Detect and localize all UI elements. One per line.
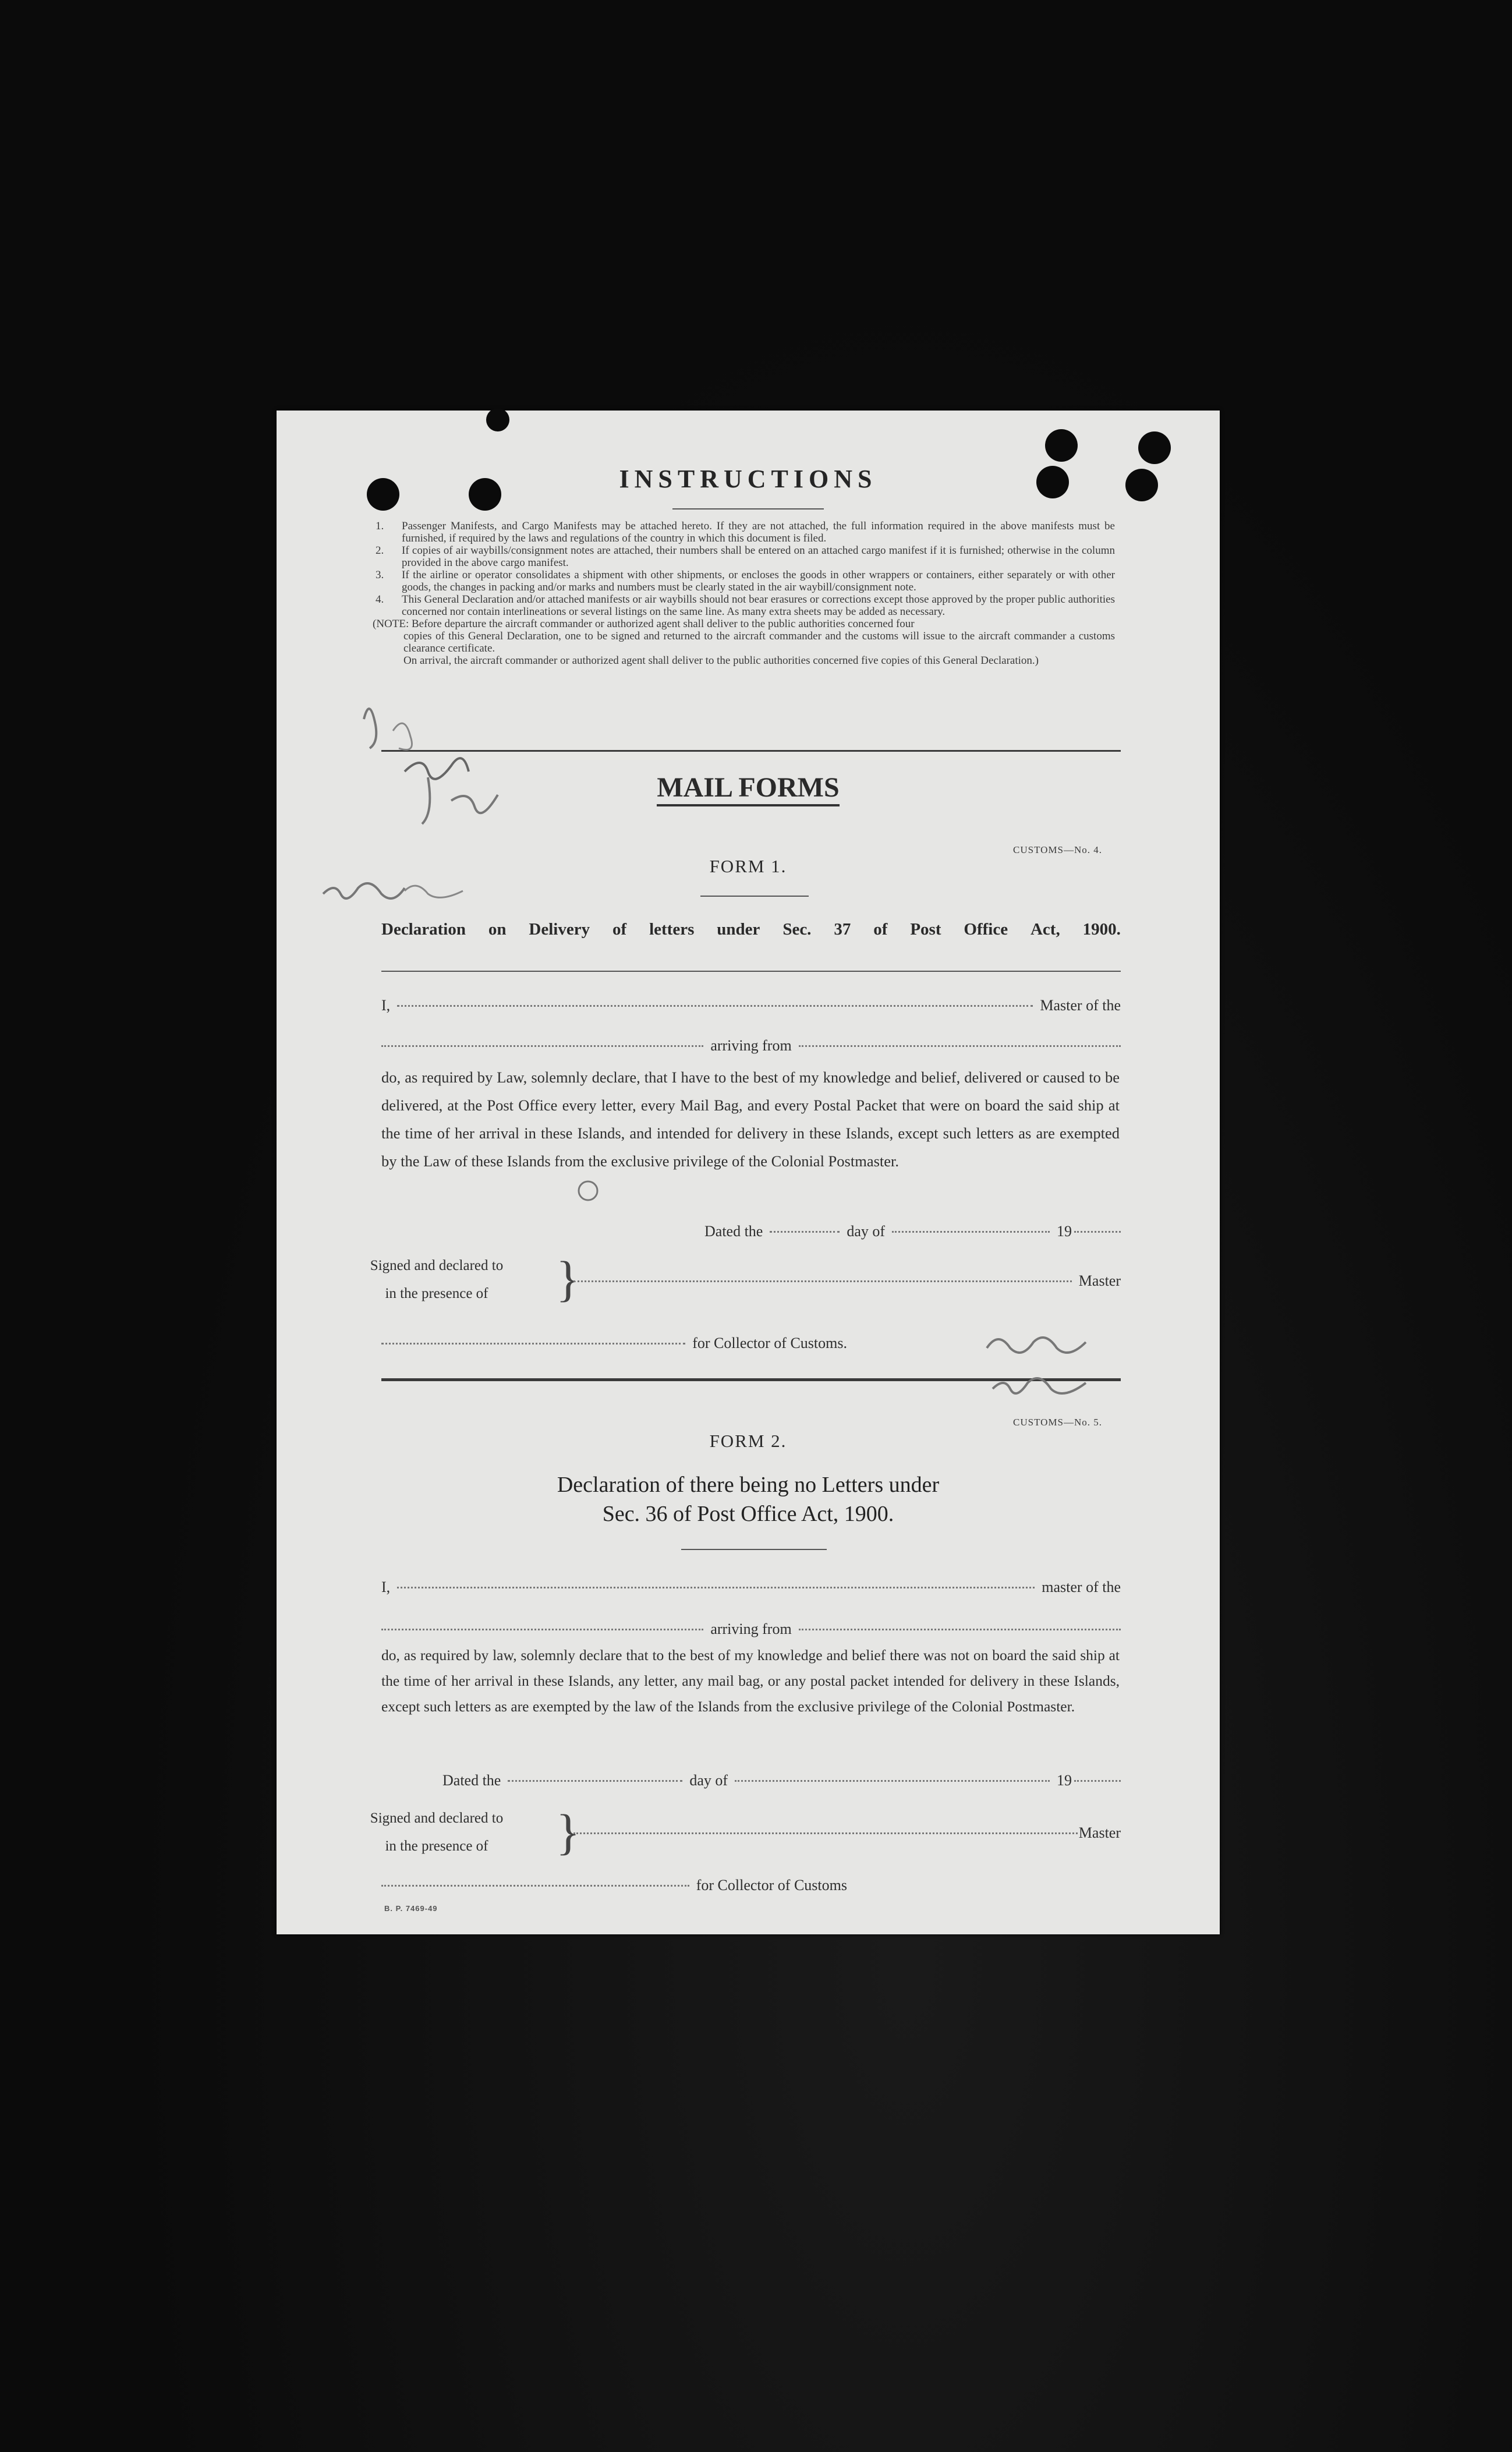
form1-customs-number: CUSTOMS—No. 4. (1013, 844, 1103, 855)
form2-master-line (381, 1579, 1121, 1596)
instruction-item (376, 569, 1115, 593)
form2-collector-field[interactable] (381, 1884, 689, 1887)
form2-date-line (442, 1772, 1121, 1789)
form2-arriving-from-label: arriving from (710, 1620, 792, 1637)
form1-collector-label: for Collector of Customs. (692, 1335, 847, 1351)
form2-month-field[interactable] (735, 1779, 1050, 1782)
brace-icon: } (556, 1804, 580, 1860)
title-word: Post (910, 920, 941, 939)
form2-arriving-line (381, 1620, 1121, 1638)
instructions-list (373, 520, 1115, 667)
form2-master-signature-line (573, 1824, 1121, 1842)
print-code: B. P. 7469-49 (384, 1904, 438, 1913)
title-word: Act, (1030, 920, 1060, 939)
form2-master-of-label: master of the (1042, 1579, 1121, 1595)
document-page (277, 411, 1220, 1934)
instruction-note-arrival: On arrival, the aircraft commander or authorized agent shall deliver to the public authorities concerned five copies of this General Declaration.) (403, 654, 1039, 667)
title-word: of (873, 920, 888, 939)
form1-signed-label (370, 1252, 504, 1308)
title-word: Sec. (782, 920, 812, 939)
title-word: 37 (834, 920, 851, 939)
form2-signed-line2: in the presence of (385, 1838, 488, 1854)
form1-arriving-from-label: arriving from (710, 1037, 792, 1054)
punch-hole (486, 408, 509, 431)
form1-day-of-label: day of (847, 1223, 886, 1240)
instruction-text: If copies of air waybills/consignment notes are attached, their numbers shall be entered on an attached cargo manifest if it is furnished; otherwise in the column provided in the above cargo manifest. (402, 544, 1115, 569)
title-word: under (717, 920, 760, 939)
form1-dated-label: Dated the (704, 1223, 763, 1240)
divider (700, 896, 809, 897)
instruction-number: 4. (376, 593, 384, 606)
form2-ship-field[interactable] (381, 1628, 703, 1630)
title-word: Delivery (529, 920, 590, 939)
title-word: Declaration (381, 920, 466, 939)
form2-name-field[interactable] (397, 1586, 1035, 1588)
form1-year-label: 19 (1057, 1223, 1072, 1240)
instruction-text: This General Declaration and/or attached manifests or air waybills should not bear erasures or corrections except those approved by the proper public authorities concerned nor contain interlineations or several listings on the same line. As many extra sheets may be added as necessary. (402, 593, 1115, 618)
instruction-item (376, 520, 1115, 544)
form2-year-label: 19 (1057, 1772, 1072, 1789)
form1-master-signature-field[interactable] (573, 1280, 1072, 1282)
divider (681, 1549, 827, 1550)
form1-day-field[interactable] (770, 1230, 840, 1233)
form1-year-field[interactable] (1074, 1230, 1121, 1233)
instruction-item (376, 544, 1115, 569)
form1-arriving-line (381, 1037, 1121, 1055)
form1-signed-line1: Signed and declared to (370, 1258, 504, 1273)
title-word: on (488, 920, 507, 939)
form2-collector-line (381, 1877, 847, 1894)
form2-collector-label: for Collector of Customs (696, 1877, 847, 1894)
instruction-note-continued: copies of this General Declaration, one to be signed and returned to the aircraft commander and the customs will issue to the aircraft commander a customs clearance certificate. (403, 630, 1115, 654)
instruction-text: Passenger Manifests, and Cargo Manifests may be attached hereto. If they are not attached, the full information required in the above manifests must be furnished, if required by the laws and regulations of the country in which this document is filed. (402, 520, 1115, 544)
title-word: of (612, 920, 627, 939)
form2-title-line2: Sec. 36 of Post Office Act, 1900. (602, 1502, 894, 1526)
divider (672, 508, 824, 509)
form2-master-label: Master (1078, 1824, 1121, 1841)
form2-year-field[interactable] (1074, 1779, 1121, 1782)
form1-master-signature-line (573, 1272, 1121, 1290)
handwritten-annotation (311, 684, 579, 929)
instruction-text: If the airline or operator consolidates a shipment with other shipments, or encloses the goods in other wrappers or containers, either separately or with other goods, the changes in packing and/or marks and numbers must be clearly stated in the air waybill/consignment note. (402, 569, 1115, 593)
form2-heading: FORM 2. (709, 1431, 787, 1451)
instruction-number: 1. (376, 520, 384, 532)
form2-title-line1: Declaration of there being no Letters under (557, 1473, 940, 1497)
instructions-title: INSTRUCTIONS (619, 465, 877, 493)
handwritten-annotation (571, 1173, 605, 1208)
title-word: Office (964, 920, 1008, 939)
form2-declaration-title (277, 1470, 1220, 1528)
form2-dated-label: Dated the (442, 1772, 501, 1789)
form2-signed-line1: Signed and declared to (370, 1810, 504, 1826)
form1-month-field[interactable] (892, 1230, 1050, 1233)
form1-collector-line (381, 1335, 847, 1352)
title-word: 1900. (1082, 920, 1121, 939)
brace-icon: } (556, 1251, 580, 1307)
title-word: letters (649, 920, 695, 939)
instruction-number: 2. (376, 544, 384, 557)
form2-body-text: do, as required by law, solemnly declare that to the best of my knowledge and belief there was not on board the said ship at the time of her arrival in these Islands, any letter, any mail bag, or any postal packet intended for delivery in these Islands, except such letters as are exempted by the law of the Islands from the exclusive privilege of the Colonial Postmaster. (381, 1647, 1120, 1715)
form1-origin-field[interactable] (799, 1045, 1121, 1047)
form1-name-field[interactable] (397, 1004, 1033, 1007)
punch-hole (1138, 431, 1171, 464)
form2-signed-label (370, 1804, 504, 1860)
instruction-note: (NOTE: Before departure the aircraft commander or authorized agent shall deliver to the public authorities concerned four (373, 618, 915, 630)
instruction-number: 3. (376, 569, 384, 581)
form2-day-of-label: day of (689, 1772, 728, 1789)
form1-ship-field[interactable] (381, 1045, 703, 1047)
form1-master-label: Master (1078, 1272, 1121, 1289)
form2-master-signature-field[interactable] (573, 1832, 1078, 1834)
form1-date-line (704, 1223, 1121, 1240)
form1-master-line (381, 997, 1121, 1014)
form1-collector-field[interactable] (381, 1342, 685, 1344)
mail-forms-title-text: MAIL FORMS (657, 772, 839, 806)
form1-body-text: do, as required by Law, solemnly declare, that I have to the best of my knowledge and belief, delivered or caused to be delivered, at the Post Office every letter, every Mail Bag, and every Postal Packet that were on board the said ship at the time of her arrival in these Islands, and intended for delivery in these Islands, except such letters as are exempted by the Law of these Islands from the exclusive privilege of the Colonial Postmaster. (381, 1068, 1120, 1170)
form2-origin-field[interactable] (799, 1628, 1121, 1630)
form1-heading: FORM 1. (709, 856, 787, 876)
handwritten-annotation (975, 1325, 1127, 1412)
form2-i-label: I, (381, 1579, 391, 1595)
instruction-item (376, 593, 1115, 618)
divider (381, 971, 1121, 972)
form1-signed-line2: in the presence of (385, 1286, 488, 1301)
form1-master-of-label: Master of the (1040, 997, 1121, 1014)
form2-day-field[interactable] (508, 1779, 682, 1782)
punch-hole (1045, 429, 1078, 462)
form1-i-label: I, (381, 997, 391, 1014)
form2-customs-number: CUSTOMS—No. 5. (1013, 1417, 1103, 1428)
